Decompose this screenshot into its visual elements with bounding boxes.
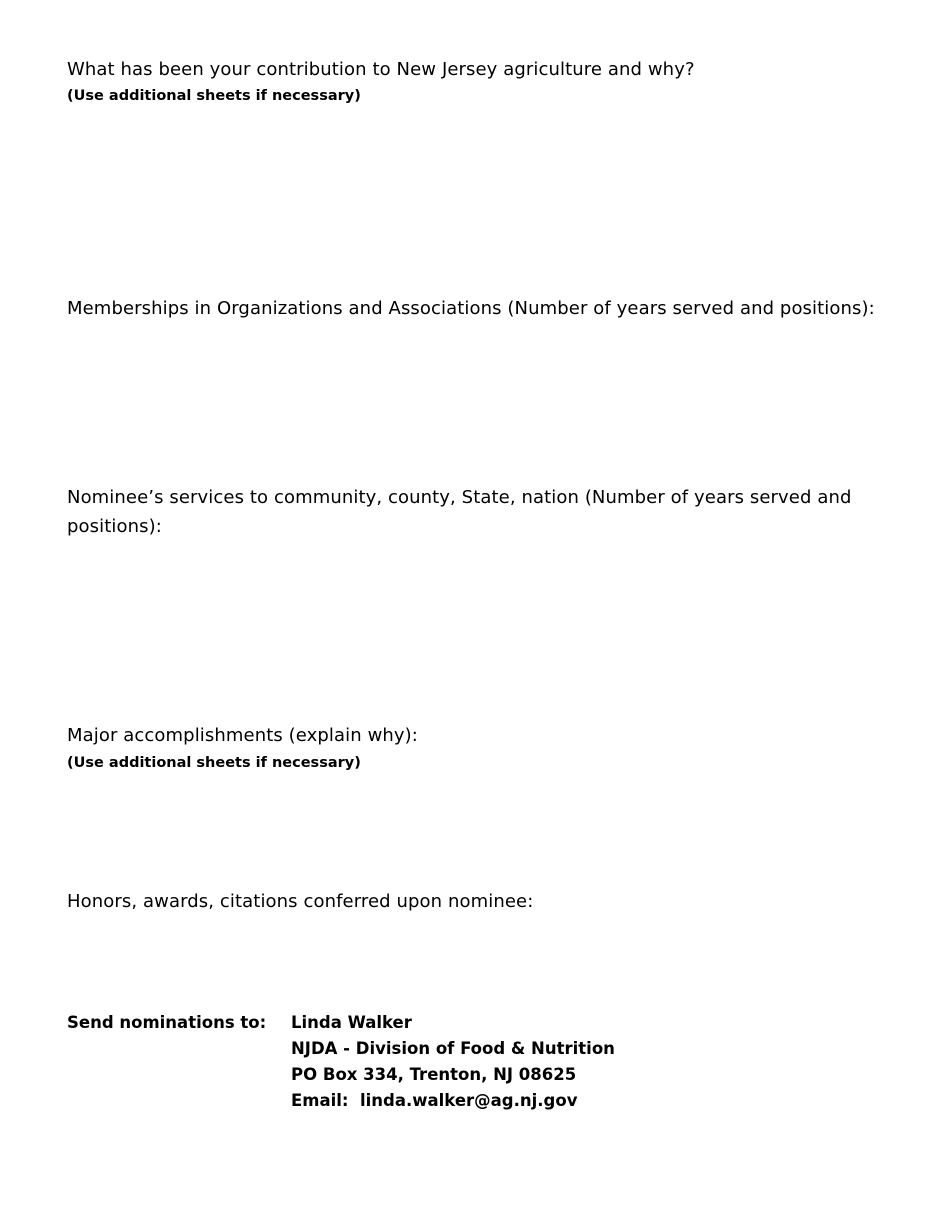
- send-nominations-label: Send nominations to:: [67, 1013, 267, 1032]
- memberships-question: Memberships in Organizations and Associations (Number of years served and positions):: [67, 298, 875, 319]
- contribution-note: (Use additional sheets if necessary): [67, 88, 361, 104]
- mailing-address: [291, 1010, 615, 1114]
- recipient-name: Linda Walker: [291, 1013, 412, 1032]
- contribution-question: What has been your contribution to New Jersey agriculture and why?: [67, 59, 695, 80]
- accomplishments-question: Major accomplishments (explain why):: [67, 725, 418, 746]
- services-question: Nominee’s services to community, county, State, nation (Number of years served and positions):: [67, 487, 852, 537]
- recipient-postal-address: PO Box 334, Trenton, NJ 08625: [291, 1065, 577, 1084]
- accomplishments-note: (Use additional sheets if necessary): [67, 755, 361, 771]
- recipient-email: Email: linda.walker@ag.nj.gov: [291, 1091, 578, 1110]
- honors-question: Honors, awards, citations conferred upon nominee:: [67, 891, 534, 912]
- recipient-organization: NJDA - Division of Food & Nutrition: [291, 1039, 615, 1058]
